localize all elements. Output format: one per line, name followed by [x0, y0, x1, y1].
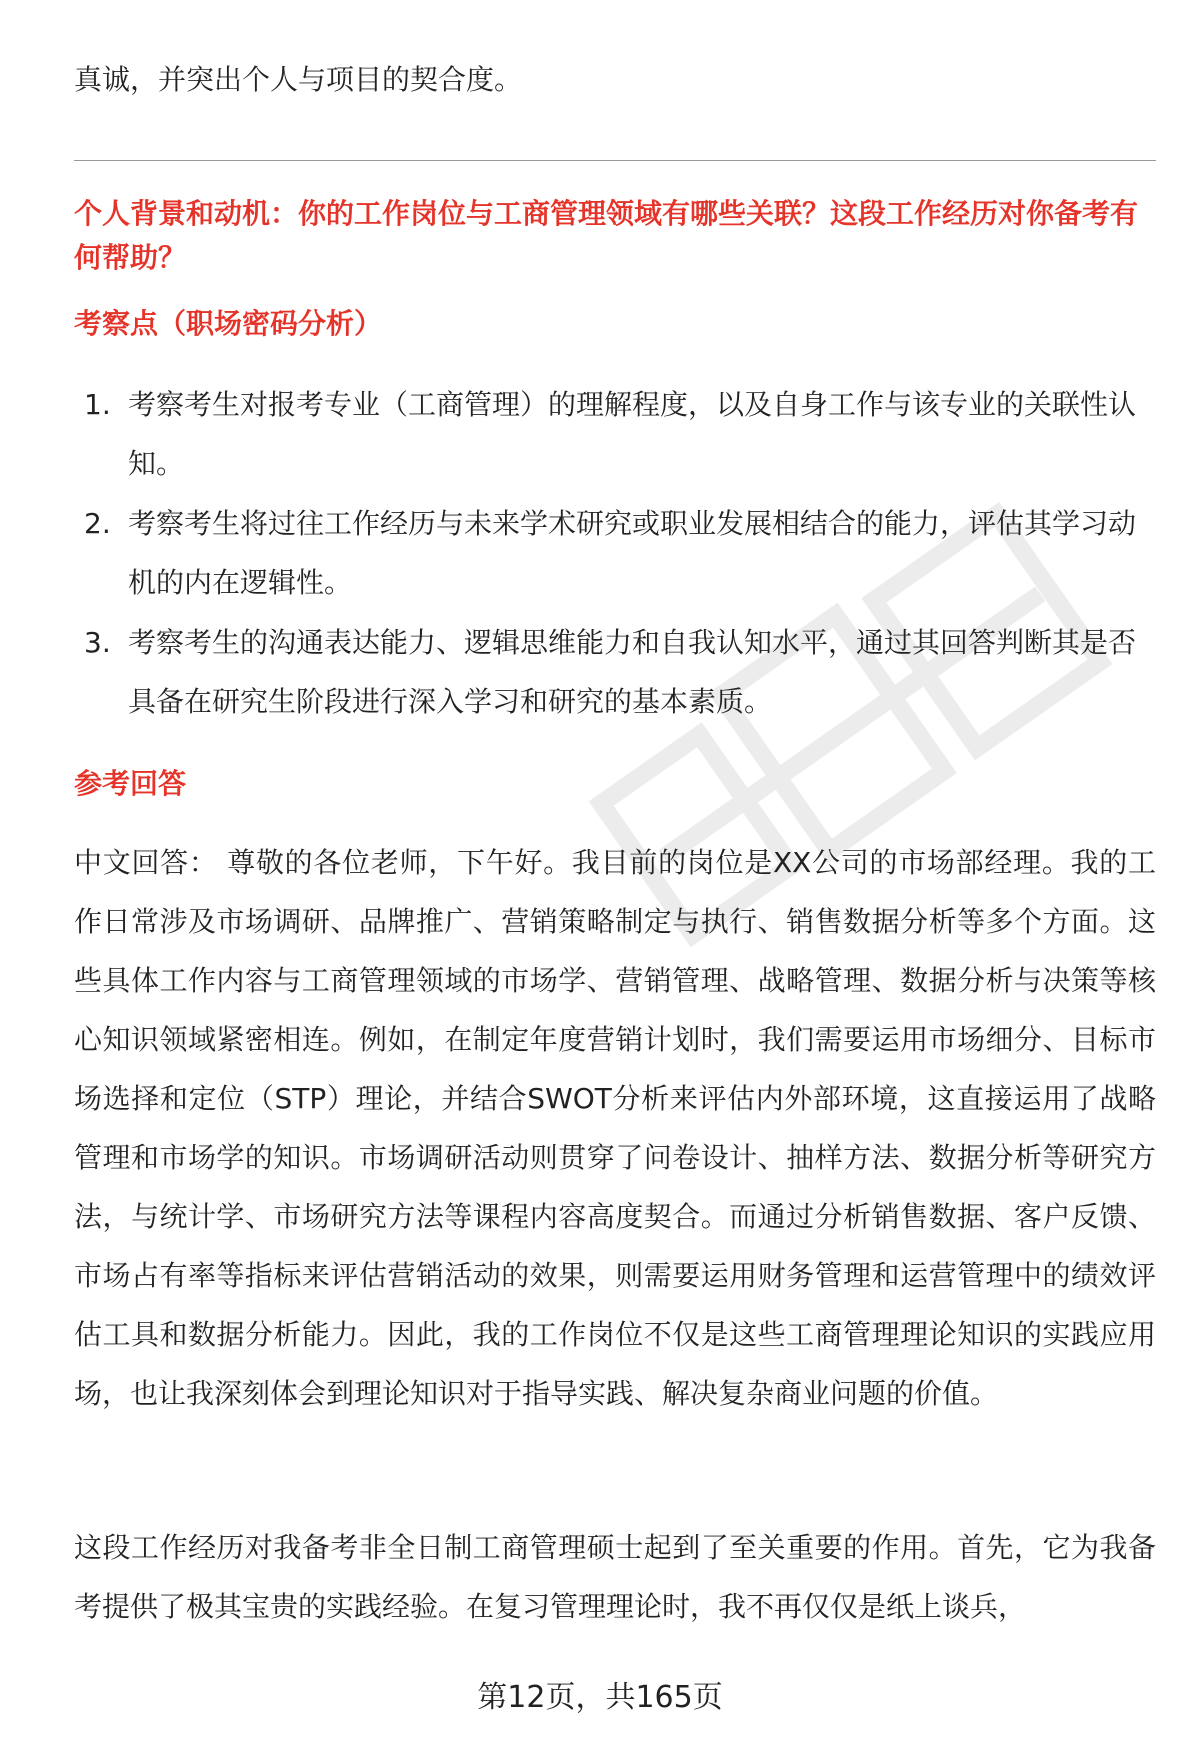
answer-paragraph: 这段工作经历对我备考非全日制工商管理硕士起到了至关重要的作用。首先，它为我备考提供了极其宝贵的实践经验。在复习管理理论时，我不再仅仅是纸上谈兵，: [74, 1531, 1156, 1623]
section-divider: [74, 160, 1156, 161]
analysis-heading: 考察点（职场密码分析）: [74, 307, 383, 340]
analysis-point: [74, 494, 1156, 612]
analysis-points-list: [74, 375, 1156, 732]
page-number: 第12页，共165页: [477, 1680, 723, 1715]
point-text: 考察考生的沟通表达能力、逻辑思维能力和自我认知水平，通过其回答判断其是否具备在研究生阶段进行深入学习和研究的基本素质。: [128, 626, 1137, 718]
point-number: 1.: [84, 388, 111, 421]
question-heading: 个人背景和动机：你的工作岗位与工商管理领域有哪些关联？这段工作经历对你备考有何帮助？: [74, 197, 1139, 274]
analysis-point: [74, 375, 1156, 493]
point-text: 考察考生将过往工作经历与未来学术研究或职业发展相结合的能力，评估其学习动机的内在逻辑性。: [128, 507, 1137, 599]
analysis-point: [74, 613, 1156, 731]
answer-paragraph: 中文回答： 尊敬的各位老师，下午好。我目前的岗位是XX公司的市场部经理。我的工作日常涉及市场调研、品牌推广、营销策略制定与执行、销售数据分析等多个方面。这些具体工作内容与工商管理领域的市场学、营销管理、战略管理、数据分析与决策等核心知识领域紧密相连。例如，在制定年度营销计划时，我们需要运用市场细分、目标市场选择和定位（STP）理论，并结合SWOT分析来评估内外部环境，这直接运用了战略管理和市场学的知识。市场调研活动则贯穿了问卷设计、抽样方法、数据分析等研究方法，与统计学、市场研究方法等课程内容高度契合。而通过分析销售数据、客户反馈、市场占有率等指标来评估营销活动的效果，则需要运用财务管理和运营管理中的绩效评估工具和数据分析能力。因此，我的工作岗位不仅是这些工商管理理论知识的实践应用场，也让我深刻体会到理论知识对于指导实践、解决复杂商业问题的价值。: [74, 846, 1156, 1410]
answer-heading: 参考回答: [74, 767, 187, 800]
point-number: 2.: [84, 507, 111, 540]
point-text: 考察考生对报考专业（工商管理）的理解程度，以及自身工作与该专业的关联性认知。: [128, 388, 1137, 480]
point-number: 3.: [84, 626, 111, 659]
intro-line: 真诚，并突出个人与项目的契合度。: [74, 63, 523, 96]
